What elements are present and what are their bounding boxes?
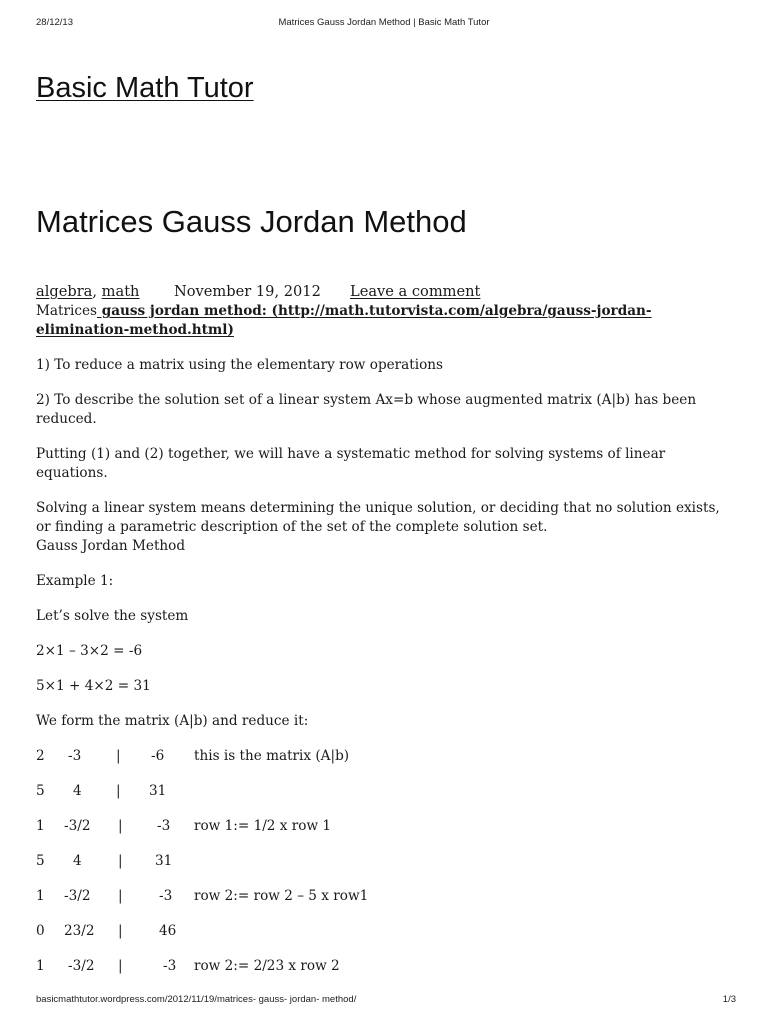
category-link-math[interactable]: math [101, 283, 140, 300]
post-categories: algebra, math [36, 283, 140, 300]
post-title: Matrices Gauss Jordan Method [36, 204, 467, 239]
matrix-row: 5 4 | 31 [36, 783, 167, 799]
section-heading-gauss-jordan: Gauss Jordan Method [36, 538, 186, 554]
leave-comment-link[interactable]: Leave a comment [350, 283, 481, 300]
matrix-row: 1 -3/2 | -3 row 2:= 2/23 x row 2 [36, 958, 340, 974]
matrix-row: 1 -3/2 | -3 row 2:= row 2 – 5 x row1 [36, 888, 369, 904]
paragraph-1: 1) To reduce a matrix using the elementary row operations [36, 357, 444, 373]
matrix-row: 0 23/2 | 46 [36, 923, 177, 939]
gauss-jordan-link[interactable]: gauss jordan method: (http://math.tutorvista.com/algebra/gauss-jordan- elimination-method.html) [36, 303, 652, 338]
matrix-row: 2 -3 | -6 this is the matrix (A|b) [36, 748, 350, 764]
intro-prefix: Matrices [36, 303, 97, 319]
print-date: 28/12/13 [36, 17, 73, 28]
site-title-link[interactable]: Basic Math Tutor [36, 72, 254, 104]
post-meta [36, 282, 736, 302]
matrix-row: 5 4 | 31 [36, 853, 173, 869]
print-page-title: Matrices Gauss Jordan Method | Basic Math Tutor [278, 17, 490, 28]
paragraph-2: 2) To describe the solution set of a linear system Ax=b whose augmented matrix (A|b) has been reduced. [36, 392, 697, 427]
page-number: 1/3 [722, 994, 736, 1005]
post-date: November 19, 2012 [174, 283, 321, 300]
matrix-row: 1 -3/2 | -3 row 1:= 1/2 x row 1 [36, 818, 332, 834]
paragraph-4: Solving a linear system means determining the unique solution, or deciding that no solution exists, or finding a parametric description of the set of the complete solution set. [36, 500, 720, 535]
equation-2: 5×1 + 4×2 = 31 [36, 678, 151, 694]
example-label: Example 1: [36, 573, 114, 589]
print-url: basicmathtutor.wordpress.com/2012/11/19/matrices- gauss- jordan- method/ [36, 994, 357, 1005]
matrix-intro: We form the matrix (A|b) and reduce it: [36, 713, 309, 729]
post-content [36, 282, 736, 976]
system-intro: Let’s solve the system [36, 608, 189, 624]
equation-1: 2×1 – 3×2 = -6 [36, 643, 143, 659]
matrix-steps [36, 747, 736, 976]
intro-paragraph [36, 302, 736, 340]
print-header [0, 17, 768, 33]
paragraph-3: Putting (1) and (2) together, we will have a systematic method for solving systems of linear equations. [36, 446, 666, 481]
category-link-algebra[interactable]: algebra [36, 283, 93, 300]
